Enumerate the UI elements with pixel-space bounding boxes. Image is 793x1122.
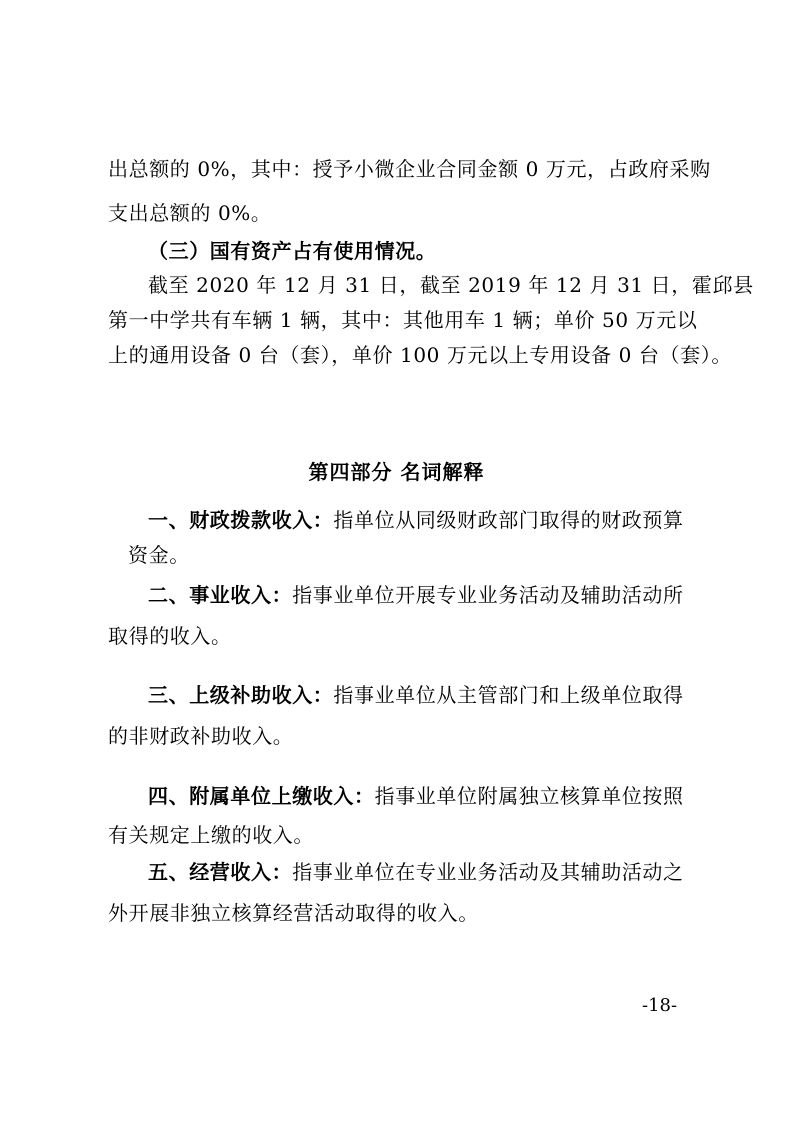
term-definition <box>148 506 692 534</box>
paragraph-line: 有关规定上缴的收入。 <box>108 823 314 847</box>
term-label: 四、附属单位上缴收入： <box>148 784 375 808</box>
paragraph-line: 的非财政补助收入。 <box>108 724 294 748</box>
page-number: -18- <box>642 995 678 1016</box>
term-text: 指事业单位从主管部门和上级单位取得 <box>333 683 684 707</box>
paragraph-line: 支出总额的 0%。 <box>108 201 272 225</box>
term-label: 五、经营收入： <box>148 860 293 884</box>
term-definition <box>148 858 692 886</box>
term-definition <box>148 681 692 709</box>
paragraph-line: 取得的收入。 <box>108 624 232 648</box>
term-label: 二、事业收入： <box>148 583 293 607</box>
section-title: 第四部分 名词解释 <box>308 460 485 484</box>
paragraph-line: 第一中学共有车辆 1 辆，其中：其他用车 1 辆；单价 50 万元以 <box>108 308 698 332</box>
term-label: 三、上级补助收入： <box>148 683 334 707</box>
paragraph-line: 出总额的 0%，其中：授予小微企业合同金额 0 万元，占政府采购 <box>108 157 711 181</box>
term-label: 一、财政拨款收入： <box>148 508 334 532</box>
term-text: 指事业单位在专业业务活动及其辅助活动之 <box>292 860 684 884</box>
term-definition <box>148 581 692 609</box>
paragraph-line: 截至 2020 年 12 月 31 日，截至 2019 年 12 月 31 日，霍邱县 <box>148 273 754 297</box>
term-text: 指单位从同级财政部门取得的财政预算 <box>333 508 684 532</box>
subsection-heading: （三）国有资产占有使用情况。 <box>148 239 437 263</box>
term-text: 指事业单位附属独立核算单位按照 <box>374 784 684 808</box>
term-definition <box>148 782 692 810</box>
term-text: 指事业单位开展专业业务活动及辅助活动所 <box>292 583 684 607</box>
paragraph-line: 外开展非独立核算经营活动取得的收入。 <box>108 901 479 925</box>
paragraph-line: 资金。 <box>128 543 190 567</box>
paragraph-line: 上的通用设备 0 台（套），单价 100 万元以上专用设备 0 台（套）。 <box>108 343 732 367</box>
